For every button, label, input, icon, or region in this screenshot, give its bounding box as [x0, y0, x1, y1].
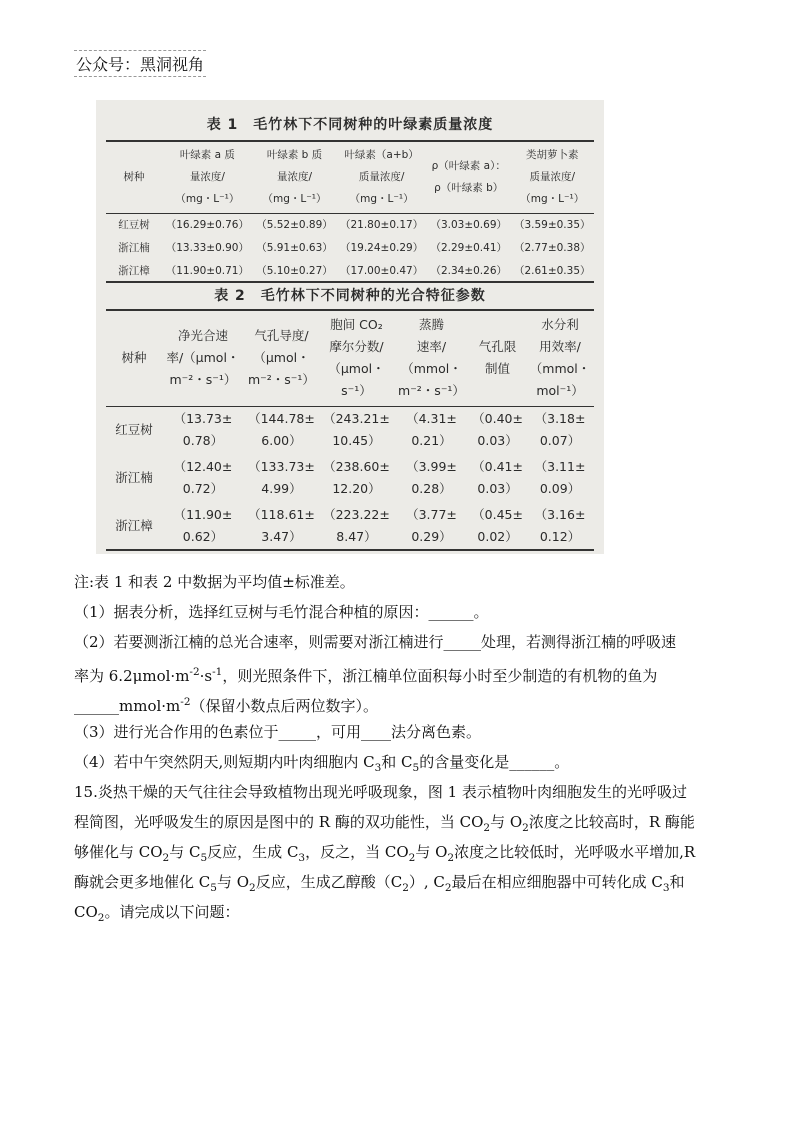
table-cell: （2.29±0.41）	[430, 242, 508, 254]
table-cell: （11.90±0.71）	[165, 264, 249, 277]
question-15-line-1: 15.炎热干燥的天气往往会导致植物出现光呼吸现象，图 1 表示植物叶肉细胞发生的光呼吸过	[74, 783, 687, 801]
table-cell: （21.80±0.17）	[339, 219, 424, 232]
table-cell: （13.33±0.90）	[165, 242, 249, 254]
table-cell: （5.10±0.27）	[256, 264, 333, 277]
scanned-tables-image	[96, 100, 604, 554]
table-header-cell: 气孔限 制值	[478, 339, 517, 377]
table-cell: （133.73± 4.99）	[248, 459, 315, 496]
table-cell: （17.00±0.47）	[339, 264, 424, 277]
question-2-line-3: $\_\_\_\_\_\_mmol\cdot m^{-2}$（保留小数点后两位数字）。	[74, 696, 379, 715]
table-cell: 红豆树	[115, 422, 153, 438]
table-cell: （3.18± 0.07）	[534, 411, 586, 449]
table-cell: 浙江楠	[115, 470, 153, 485]
table-cell: （0.41± 0.03）	[472, 459, 523, 496]
table-cell: 浙江樟	[118, 264, 150, 277]
table-cell: 浙江樟	[115, 517, 153, 533]
table-row	[106, 502, 594, 550]
table1	[106, 140, 594, 283]
table-row	[106, 213, 594, 236]
table-cell: （3.77± 0.29）	[406, 506, 457, 544]
question-2-line-1: （2）若要测浙江楠的总光合速率，则需要对浙江楠进行_____处理，若测得浙江楠的呼吸速	[74, 633, 677, 651]
table-header-cell: 水分利 用效率/ （mmol・ mol⁻¹）	[529, 317, 591, 399]
table-cell: （238.60± 12.20）	[323, 459, 390, 496]
table-cell: （3.99± 0.28）	[406, 459, 457, 496]
table-cell: （5.91±0.63）	[256, 242, 333, 254]
table-cell: （2.34±0.26）	[430, 264, 508, 277]
table-header-cell: 叶绿素（a+b） 质量浓度/ （mg・L⁻¹）	[344, 149, 419, 206]
table-cell: （118.61± 3.47）	[248, 506, 315, 544]
table1-header-row	[106, 141, 594, 213]
table-cell: （13.73± 0.78）	[173, 411, 233, 449]
question-15-line-2: 程简图，光呼吸发生的原因是图中的 R 酶的双功能性，当 $CO_2$与 $O_2$浓度之比较高时，R 酶能	[74, 813, 695, 834]
table-header-cell: 叶绿素 b 质 量浓度/ （mg・L⁻¹）	[262, 149, 327, 206]
table-row	[106, 259, 594, 282]
table2-caption: 表 2 毛竹林下不同树种的光合特征参数	[214, 288, 486, 304]
table-cell: 红豆树	[118, 219, 150, 232]
note-line: 注:表 1 和表 2 中数据为平均值±标准差。	[74, 573, 355, 591]
question-4: （4）若中午突然阴天,则短期内叶肉细胞内 $C_3$和 $C_5$的含量变化是______。	[74, 753, 570, 774]
question-1: （1）据表分析，选择红豆树与毛竹混合种植的原因：______。	[74, 603, 489, 621]
table-header-cell: ρ（叶绿素 a）： ρ（叶绿素 b）	[431, 160, 506, 195]
table-cell: （19.24±0.29）	[339, 242, 424, 254]
table-cell: （3.59±0.35）	[513, 219, 591, 232]
table1-caption: 表 1 毛竹林下不同树种的叶绿素质量浓度	[206, 117, 494, 133]
table-row	[106, 236, 594, 259]
table-cell: （2.77±0.38）	[513, 242, 591, 254]
table-cell: （3.03±0.69）	[430, 219, 508, 232]
table-cell: （2.61±0.35）	[513, 264, 591, 277]
question-3: （3）进行光合作用的色素位于_____，可用____法分离色素。	[74, 723, 482, 741]
table-cell: （243.21± 10.45）	[323, 411, 390, 449]
table-cell: （4.31± 0.21）	[406, 411, 457, 449]
table-header-cell: 净光合速 率/（μmol・ m⁻²・s⁻¹）	[166, 328, 240, 388]
table-cell: （3.11± 0.09）	[534, 459, 586, 496]
table-cell: （16.29±0.76）	[165, 219, 249, 232]
watermark: 公众号：黑洞视角	[74, 50, 206, 77]
question-15-line-3: 够催化与 $CO_2$与 $C_5$反应，生成 $C_3$，反之，当 $CO_2$与 $O_2$浓度之比较低时，光呼吸水平增加,R	[74, 843, 696, 864]
table-cell: （5.52±0.89）	[256, 219, 333, 232]
table-cell: （12.40± 0.72）	[173, 459, 233, 496]
table-header-cell: 胞间 CO₂ 摩尔分数/ （μmol・ s⁻¹）	[328, 317, 385, 399]
table2	[106, 309, 594, 551]
table-cell: （11.90± 0.62）	[173, 506, 233, 544]
table-row	[106, 454, 594, 502]
table-cell: （3.16± 0.12）	[534, 506, 586, 544]
table-cell: （0.40± 0.03）	[472, 411, 523, 449]
table-header-cell: 树种	[121, 350, 147, 366]
table-cell: （0.45± 0.02）	[472, 506, 523, 544]
table-header-cell: 树种	[123, 171, 145, 184]
table-header-cell: 类胡萝卜素 质量浓度/ （mg・L⁻¹）	[520, 149, 585, 206]
table2-header-row	[106, 310, 594, 406]
table-cell: 浙江楠	[118, 242, 150, 254]
table-cell: （223.22± 8.47）	[323, 506, 390, 544]
table-cell: （144.78± 6.00）	[248, 411, 315, 449]
table-row	[106, 406, 594, 454]
question-2-line-2: 率为 $6.2\mu mol\cdot m^{-2}\cdot s^{-1}$，则光照条件下，浙江楠单位面积每小时至少制造的有机物的鱼为	[74, 666, 658, 685]
table-header-cell: 气孔导度/ （μmol・ m⁻²・s⁻¹）	[248, 328, 315, 388]
table-header-cell: 蒸腾 速率/ （mmol・ m⁻²・s⁻¹）	[398, 317, 465, 399]
question-15-line-4: 酶就会更多地催化 $C_5$与 $O_2$反应，生成乙醇酸$(C_2)$, $C_2$最后在相应细胞器中可转化成 $C_3$和	[74, 873, 685, 894]
question-15-line-5: $CO_2$。请完成以下问题：	[74, 903, 240, 924]
table-header-cell: 叶绿素 a 质 量浓度/ （mg・L⁻¹）	[175, 149, 240, 206]
